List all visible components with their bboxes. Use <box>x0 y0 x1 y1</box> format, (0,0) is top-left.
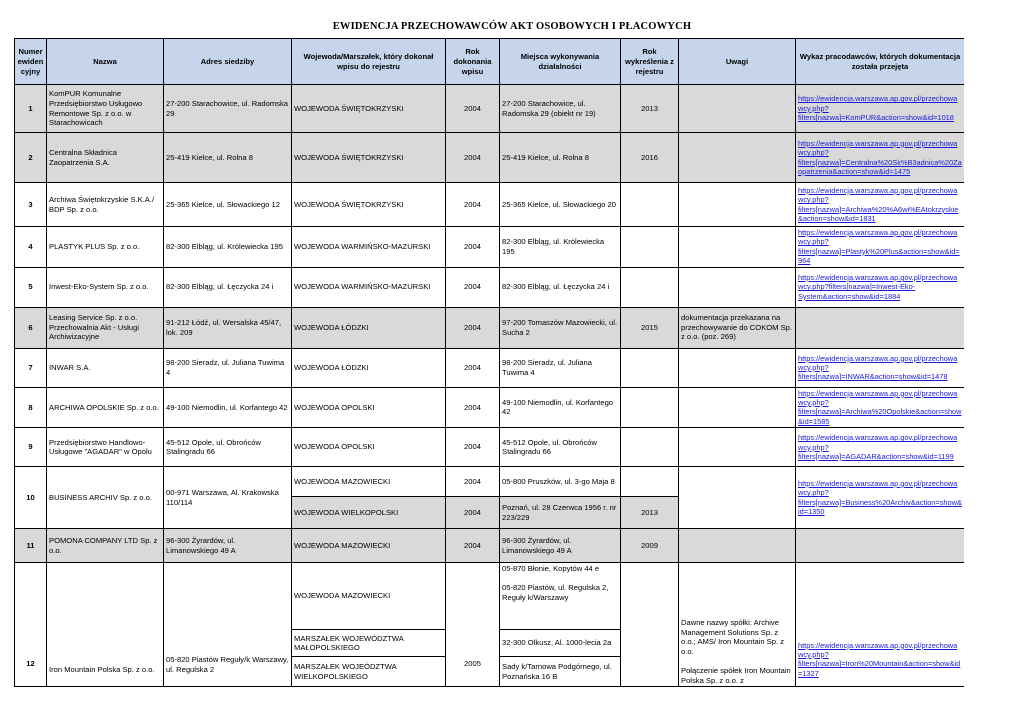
row-places: 96-300 Żyrardów, ul. Limanowskiego 49 A <box>500 529 621 563</box>
row-address: 45-512 Opole, ul. Obrońców Stalingradu 66 <box>164 428 292 467</box>
row-address: 82-300 Elbląg, ul. Łęczycka 24 i <box>164 267 292 307</box>
row-places: Sady k/Tarnowa Podgórnego, ul. Poznańska 16 B <box>500 657 621 687</box>
row-number: 9 <box>15 428 47 467</box>
row-year-in: 2004 <box>446 497 500 529</box>
row-year-in: 2004 <box>446 307 500 348</box>
row-notes <box>679 428 796 467</box>
row-year-out: 2015 <box>621 307 679 348</box>
row-name: INWAR S.A. <box>47 348 164 387</box>
row-notes: dokumentacja przekazana na przechowywanie do COKOM Sp. z o.o. (poz. 269) <box>679 307 796 348</box>
row-places: 82-300 Elbląg, ul. Królewiecka 195 <box>500 227 621 268</box>
row-year-in: 2004 <box>446 467 500 497</box>
table-row <box>15 348 965 387</box>
row-number: 6 <box>15 307 47 348</box>
row-year-out <box>621 428 679 467</box>
col-header-places: Miejsca wykonywania działalności <box>500 39 621 85</box>
row-year-out: 2009 <box>621 529 679 563</box>
col-header-name: Nazwa <box>47 39 164 85</box>
row-number: 11 <box>15 529 47 563</box>
col-header-year-in: Rok dokonania wpisu <box>446 39 500 85</box>
row-voivode: WOJEWODA ŚWIĘTOKRZYSKI <box>292 133 446 183</box>
row-address: 49-100 Niemodlin, ul. Korfantego 42 <box>164 387 292 428</box>
row-year-out <box>621 183 679 227</box>
table-row <box>15 387 965 428</box>
row-notes <box>679 183 796 227</box>
row-notes <box>679 467 796 529</box>
row-places: 82-300 Elbląg, ul. Łęczycka 24 i <box>500 267 621 307</box>
col-header-year-out: Rok wykreślenia z rejestru <box>621 39 679 85</box>
row-name: ARCHIWA OPOLSKIE Sp. z o.o. <box>47 387 164 428</box>
table-row <box>15 133 965 183</box>
row-year-out: 2013 <box>621 85 679 133</box>
row-voivode: WOJEWODA OPOLSKI <box>292 387 446 428</box>
row-notes <box>679 387 796 428</box>
row-places: 49-100 Niemodlin, ul. Korfantego 42 <box>500 387 621 428</box>
row-places: 25-365 Kielce, ul. Słowackiego 20 <box>500 183 621 227</box>
row-address: 27-200 Starachowice, ul. Radomska 29 <box>164 85 292 133</box>
register-table <box>14 38 964 687</box>
row-name: Centralna Składnica Zaopatrzenia S.A. <box>47 133 164 183</box>
row-voivode: WOJEWODA MAZOWIECKI <box>292 563 446 630</box>
row-year-in: 2005 <box>446 563 500 687</box>
row-name: Inwest-Eko-System Sp. z o.o. <box>47 267 164 307</box>
row-voivode: WOJEWODA ŁÓDZKI <box>292 348 446 387</box>
row-places: 05-800 Pruszków, ul. 3-go Maja 8 <box>500 467 621 497</box>
table-row <box>15 563 965 630</box>
row-year-out <box>621 227 679 268</box>
register-table-container <box>14 38 964 724</box>
row-address: 25-365 Kielce, ul. Słowackiego 12 <box>164 183 292 227</box>
row-places: 97-200 Tomaszów Mazowiecki, ul. Sucha 2 <box>500 307 621 348</box>
row-employers-link[interactable]: https://ewidencja.warszawa.ap.gov.pl/przechowawcy.php?filters[nazwa]=Business%20Archiv&action=show&id=1350 <box>796 467 965 529</box>
row-employers-link[interactable]: https://ewidencja.warszawa.ap.gov.pl/przechowawcy.php?filters[nazwa]=Plastyk%20Plus&action=show&id=964 <box>796 227 965 268</box>
row-name: Iron Mountain Polska Sp. z o.o. <box>47 563 164 687</box>
row-voivode: WOJEWODA OPOLSKI <box>292 428 446 467</box>
row-employers-link[interactable]: https://ewidencja.warszawa.ap.gov.pl/przechowawcy.php?filters[nazwa]=Inwest-Eko-System&action=show&id=1884 <box>796 267 965 307</box>
row-year-out <box>621 467 679 497</box>
row-name: Leasing Service Sp. z o.o. Przechowalnia Akt - Usługi Archiwizacyjne <box>47 307 164 348</box>
row-year-out <box>621 387 679 428</box>
page-title: EWIDENCJA PRZECHOWAWCÓW AKT OSOBOWYCH I PŁACOWYCH <box>332 21 692 32</box>
row-notes <box>679 529 796 563</box>
row-year-out <box>621 267 679 307</box>
row-address: 91-212 Łódź, ul. Wersalska 45/47, lok. 209 <box>164 307 292 348</box>
row-voivode: MARSZAŁEK WOJEÓDZTWA WIELKOPOLSKIEGO <box>292 657 446 687</box>
row-address: 96-300 Żyrardów, ul. Limanowskiego 49 A <box>164 529 292 563</box>
col-header-notes: Uwagi <box>679 39 796 85</box>
row-voivode: WOJEWODA WIELKOPOLSKI <box>292 497 446 529</box>
col-header-employers: Wykaz pracodawców, których dokumentacja została przejęta <box>796 39 965 85</box>
row-employers-link[interactable]: https://ewidencja.warszawa.ap.gov.pl/przechowawcy.php?filters[nazwa]=KomPUR&action=show&id=1018 <box>796 85 965 133</box>
row-employers-link[interactable]: https://ewidencja.warszawa.ap.gov.pl/przechowawcy.php?filters[nazwa]=Archiwa%20%A6wi%EAtokrzyskie&action=show&id=1831 <box>796 183 965 227</box>
row-places: 98-200 Sieradz, ul. Juliana Tuwima 4 <box>500 348 621 387</box>
row-employers-link[interactable]: https://ewidencja.warszawa.ap.gov.pl/przechowawcy.php?filters[nazwa]=Centralna%20Sk%B3adnica%20Zaopatrzenia&action=show&id=1475 <box>796 133 965 183</box>
table-header-row <box>15 39 965 85</box>
row-name: KomPUR Komunalne Przedsiębiorstwo Usługowo Remontowe Sp. z o.o. w Starachowicach <box>47 85 164 133</box>
row-name: PLASTYK PLUS Sp. z o.o. <box>47 227 164 268</box>
row-number: 7 <box>15 348 47 387</box>
table-row <box>15 183 965 227</box>
row-places: Poznań, ul. 28 Czerwca 1956 r. nr 223/229 <box>500 497 621 529</box>
col-header-num: Numer ewiden cyjny <box>15 39 47 85</box>
row-address: 00-971 Warszawa, Al. Krakowska 110/114 <box>164 467 292 529</box>
row-year-in: 2004 <box>446 227 500 268</box>
table-row <box>15 467 965 497</box>
row-year-in: 2004 <box>446 133 500 183</box>
row-notes <box>679 85 796 133</box>
row-number: 4 <box>15 227 47 268</box>
row-places: 25-419 Kielce, ul. Rolna 8 <box>500 133 621 183</box>
row-voivode: WOJEWODA ŁÓDZKI <box>292 307 446 348</box>
row-voivode: WOJEWODA WARMIŃSKO-MAZURSKI <box>292 267 446 307</box>
row-employers-link[interactable]: https://ewidencja.warszawa.ap.gov.pl/przechowawcy.php?filters[nazwa]=Iron%20Mountain&action=show&id=1327 <box>796 563 965 687</box>
row-number: 12 <box>15 563 47 687</box>
row-notes <box>679 227 796 268</box>
row-year-in: 2004 <box>446 387 500 428</box>
row-employers-link[interactable]: https://ewidencja.warszawa.ap.gov.pl/przechowawcy.php?filters[nazwa]=AGADAR&action=show&id=1199 <box>796 428 965 467</box>
row-voivode: WOJEWODA MAZOWIECKI <box>292 467 446 497</box>
row-notes <box>679 348 796 387</box>
row-address: 05-820 Piastów Reguły/k Warszawy, ul. Regulska 2 <box>164 563 292 687</box>
row-notes: Dawne nazwy spółki: Archive Management Solutions Sp. z o.o.; AMS/ Iron Mountain Sp. z o.o. Połączenie spółek Iron Mountain Polska Sp. z o.o. z <box>679 563 796 687</box>
table-row <box>15 307 965 348</box>
row-name: BUSINESS ARCHIV Sp. z o.o. <box>47 467 164 529</box>
row-year-out <box>621 563 679 687</box>
row-name: Archiwa Świętokrzyskie S.K.A./ BDP Sp. z o.o. <box>47 183 164 227</box>
row-name: POMONA COMPANY LTD Sp. z o.o. <box>47 529 164 563</box>
row-places: 32-300 Olkusz, Al. 1000-lecia 2a <box>500 630 621 657</box>
row-address: 98-200 Sieradz, ul. Juliana Tuwima 4 <box>164 348 292 387</box>
row-year-in: 2004 <box>446 267 500 307</box>
row-year-in: 2004 <box>446 428 500 467</box>
table-row <box>15 85 965 133</box>
row-notes <box>679 267 796 307</box>
row-employers-link[interactable]: https://ewidencja.warszawa.ap.gov.pl/przechowawcy.php?filters[nazwa]=INWAR&action=show&id=1478 <box>796 348 965 387</box>
row-year-out: 2016 <box>621 133 679 183</box>
row-employers-link <box>796 307 965 348</box>
row-year-out <box>621 348 679 387</box>
row-name: Przedsiębiorstwo Handlowo-Usługowe "AGADAR" w Opolu <box>47 428 164 467</box>
row-places: 05-870 Błonie, Kopytów 44 e 05-820 Piastów, ul. Regulska 2, Reguły k/Warszawy <box>500 563 621 630</box>
row-voivode: WOJEWODA ŚWIĘTOKRZYSKI <box>292 183 446 227</box>
row-places: 45-512 Opole, ul. Obrońców Stalingradu 66 <box>500 428 621 467</box>
row-number: 2 <box>15 133 47 183</box>
row-notes <box>679 133 796 183</box>
row-address: 82-300 Elbląg, ul. Królewiecka 195 <box>164 227 292 268</box>
col-header-voivode: Wojewoda/Marszałek, który dokonał wpisu do rejestru <box>292 39 446 85</box>
row-number: 5 <box>15 267 47 307</box>
row-number: 10 <box>15 467 47 529</box>
table-row <box>15 529 965 563</box>
row-voivode: WOJEWODA WARMIŃSKO-MAZURSKI <box>292 227 446 268</box>
row-number: 1 <box>15 85 47 133</box>
col-header-address: Adres siedziby <box>164 39 292 85</box>
row-number: 3 <box>15 183 47 227</box>
table-row <box>15 227 965 268</box>
row-voivode: WOJEWODA MAZOWIECKI <box>292 529 446 563</box>
row-employers-link <box>796 529 965 563</box>
row-places: 27-200 Starachowice, ul. Radomska 29 (obiekt nr 19) <box>500 85 621 133</box>
row-voivode: WOJEWODA ŚWIĘTOKRZYSKI <box>292 85 446 133</box>
table-row <box>15 267 965 307</box>
row-year-in: 2004 <box>446 85 500 133</box>
row-year-out: 2013 <box>621 497 679 529</box>
row-year-in: 2004 <box>446 183 500 227</box>
row-number: 8 <box>15 387 47 428</box>
table-row <box>15 428 965 467</box>
row-year-in: 2004 <box>446 348 500 387</box>
row-year-in: 2004 <box>446 529 500 563</box>
row-employers-link[interactable]: https://ewidencja.warszawa.ap.gov.pl/przechowawcy.php?filters[nazwa]=Archiwa%20Opolskie&action=show&id=1585 <box>796 387 965 428</box>
row-address: 25-419 Kielce, ul. Rolna 8 <box>164 133 292 183</box>
row-voivode: MARSZAŁEK WOJEWÓDZTWA MAŁOPOLSKIEGO <box>292 630 446 657</box>
